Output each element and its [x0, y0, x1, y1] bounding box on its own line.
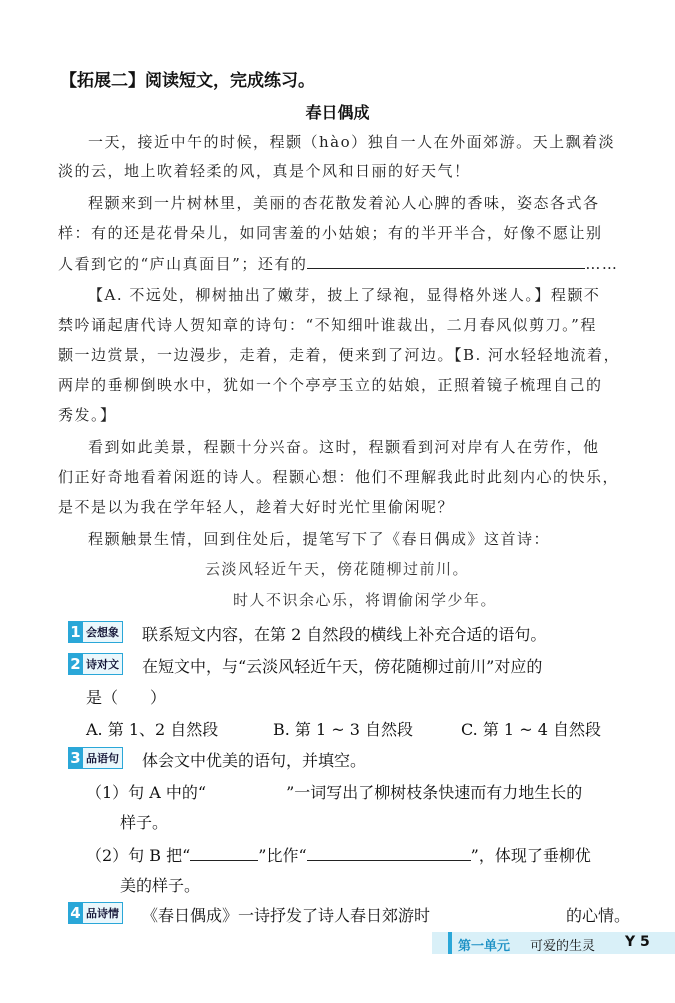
story-line: 样：有的还是花骨朵儿，如同害羞的小姑娘；有的半开半合，好像不愿让别: [58, 224, 603, 242]
story-line: 程颢触景生情，回到住处后，提笔写下了《春日偶成》这首诗：: [88, 530, 551, 548]
question-number: 1: [68, 621, 83, 643]
option-c[interactable]: C. 第 1 ~ 4 自然段: [461, 720, 601, 739]
subquestion-2: [86, 843, 591, 866]
footer-accent: [448, 932, 452, 954]
question-text: 《春日偶成》一诗抒发了诗人春日郊游时: [142, 906, 431, 925]
fill-blank[interactable]: [190, 846, 258, 861]
subquestion-1: [86, 780, 582, 803]
story-line: 【A. 不远处，柳树抽出了嫩芽，披上了绿袍，显得格外迷人。】程颢不: [88, 286, 601, 304]
question-text: 在短文中，与“云淡风轻近午天，傍花随柳过前川”对应的: [142, 657, 543, 676]
question-tag: 会想象: [83, 621, 123, 643]
story-line: [58, 253, 618, 274]
question-answer-slot[interactable]: 是（ ）: [86, 688, 167, 707]
footer-subtitle: 可爱的生灵: [530, 939, 596, 954]
question-tag: 诗对文: [83, 653, 123, 675]
fill-blank[interactable]: [307, 846, 471, 861]
subquestion-text: ”，体现了垂柳优: [470, 846, 591, 865]
story-line: 一天，接近中午的时候，程颢（hào）独自一人在外面郊游。天上飘着淡: [88, 133, 616, 151]
story-line: 们正好奇地看着闲逛的诗人。程颢心想：他们不理解我此时此刻内心的快乐，: [58, 468, 620, 486]
subquestion-text: ”比作“: [258, 846, 307, 865]
question-text-end: 的心情。: [566, 906, 631, 925]
story-line: 淡的云，地上吹着轻柔的风，真是个风和日丽的好天气！: [58, 162, 471, 180]
subquestion-text: ”一词写出了柳树枝条快速而有力地生长的: [286, 783, 583, 802]
story-line: 是不是以为我在学年轻人，趁着大好时光忙里偷闲呢？: [58, 498, 455, 516]
fill-blank[interactable]: [307, 254, 585, 269]
footer-unit: 第一单元: [458, 939, 511, 954]
story-line: 程颢来到一片树林里，美丽的杏花散发着沁人心脾的香味，姿态各式各: [88, 194, 600, 212]
option-a[interactable]: A. 第 1、2 自然段: [86, 720, 219, 739]
story-line: 禁吟诵起唐代诗人贺知章的诗句：“不知细叶谁裁出，二月春风似剪刀。”程: [58, 316, 597, 334]
question-text: 联系短文内容，在第 2 自然段的横线上补充合适的语句。: [142, 625, 547, 644]
question-tag: 品语句: [83, 747, 123, 769]
ellipsis: ……: [585, 255, 619, 273]
story-line: 两岸的垂柳倒映水中，犹如一个个亭亭玉立的姑娘，正照着镜子梳理自己的: [58, 376, 603, 394]
subquestion-text: 样子。: [120, 813, 169, 832]
poem-line: 时人不识余心乐，将谓偷闲学少年。: [233, 591, 498, 609]
poem-line: 云淡风轻近午天，傍花随柳过前川。: [205, 560, 470, 578]
question-badge: [68, 747, 123, 769]
question-text: 体会文中优美的语句，并填空。: [142, 751, 367, 770]
subquestion-text: （1）句 A 中的“: [86, 783, 207, 802]
page-number: Y 5: [625, 934, 650, 950]
section-heading: 【拓展二】阅读短文，完成练习。: [60, 71, 315, 91]
subquestion-text: （2）句 B 把“: [86, 846, 191, 865]
passage-title: 春日偶成: [305, 103, 370, 122]
question-tag: 品诗情: [83, 902, 123, 924]
story-line: 颢一边赏景，一边漫步，走着，走着，便来到了河边。【B. 河水轻轻地流着，: [58, 346, 621, 364]
question-number: 2: [68, 653, 83, 675]
question-number: 4: [68, 902, 83, 924]
question-badge: [68, 653, 123, 675]
question-badge: [68, 621, 123, 643]
option-b[interactable]: B. 第 1 ~ 3 自然段: [273, 720, 414, 739]
story-text: 人看到它的“庐山真面目”；还有的: [58, 255, 308, 273]
story-line: 看到如此美景，程颢十分兴奋。这时，程颢看到河对岸有人在劳作，他: [88, 438, 600, 456]
question-number: 3: [68, 747, 83, 769]
subquestion-text: 美的样子。: [120, 876, 201, 895]
question-badge: [68, 902, 123, 924]
story-line: 秀发。】: [58, 406, 117, 424]
